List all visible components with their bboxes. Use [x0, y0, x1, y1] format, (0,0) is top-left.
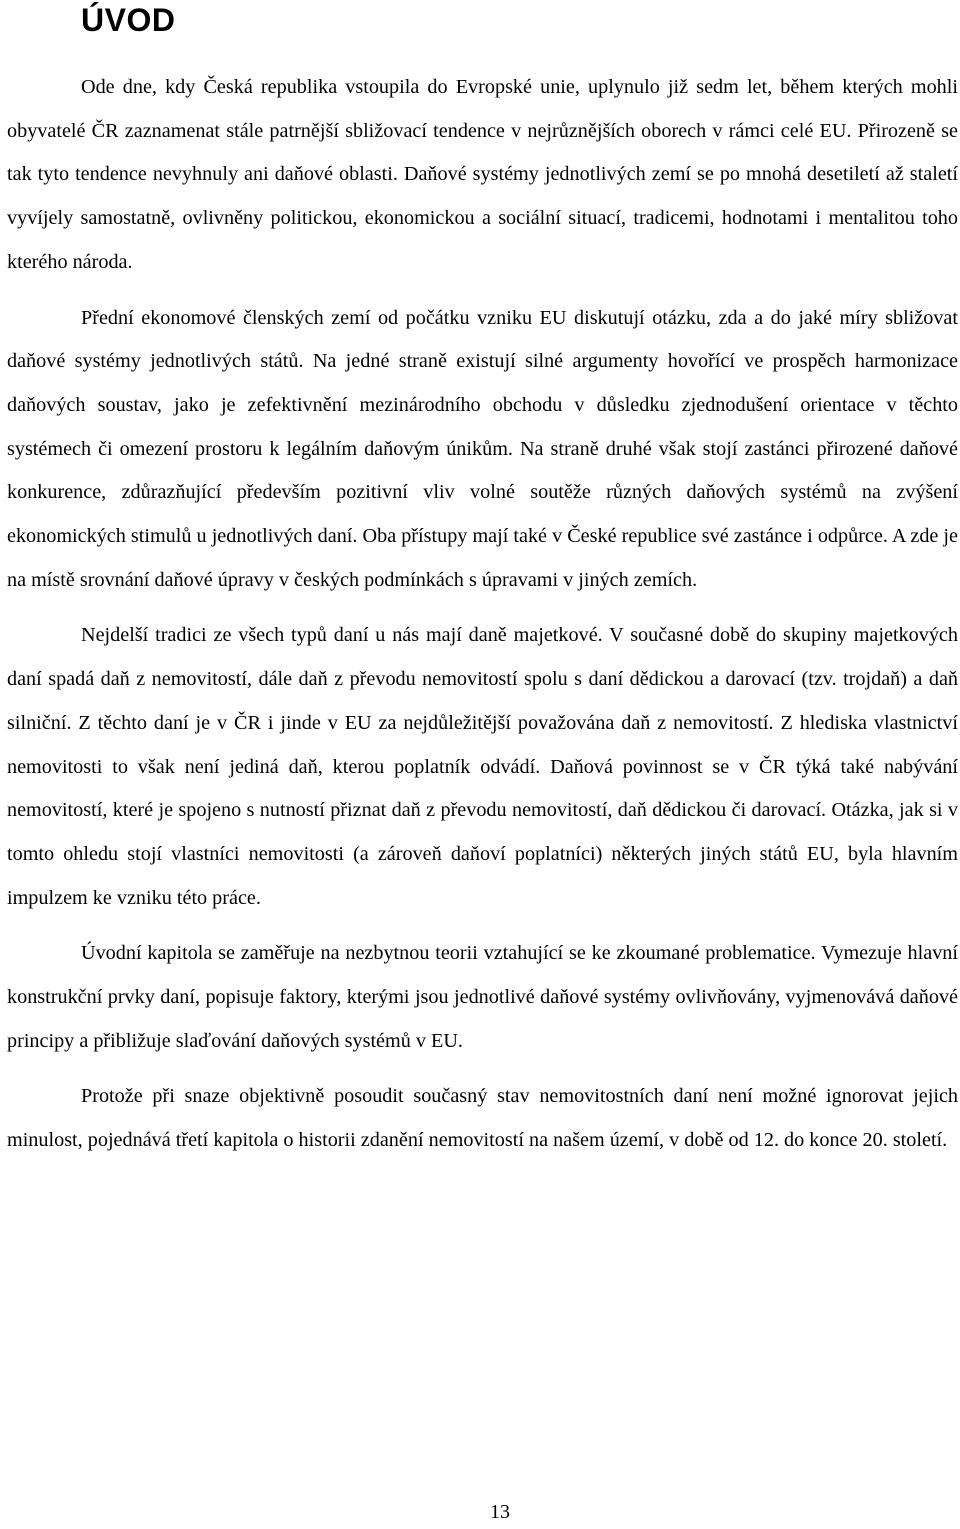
paragraph-intro: Ode dne, kdy Česká republika vstoupila do Evropské unie, uplynulo již sedm let, během kterých mohli obyvatelé ČR zaznamenat stále patrnější sbližovací tendence v nejrůznějších oborech v rámci celé EU. Přirozeně se tak tyto tendence nevyhnuly ani daňové oblasti. Daňové systémy jednotlivých zemí se po mnohá desetiletí až staletí vyvíjely samostatně, ovlivněny politickou, ekonomickou a sociální situací, tradicemi, hodnotami i mentalitou toho kterého národa. — [7, 76, 958, 273]
page-number: 13 — [490, 1501, 510, 1523]
paragraph-chapter-overview: Úvodní kapitola se zaměřuje na nezbytnou teorii vztahující se ke zkoumané problematice. Vymezuje hlavní konstrukční prvky daní, popisuje faktory, kterými jsou jednotlivé daňové systémy ovlivňovány, vyjmenovává daňové principy a přibližuje slaďování daňových systémů v EU. — [7, 942, 958, 1052]
paragraph-history-chapter: Protože při snaze objektivně posoudit současný stav nemovitostních daní není možné ignorovat jejich minulost, pojednává třetí kapitola o historii zdanění nemovitostí na našem území, v době od 12. do konce 20. století. — [7, 1085, 958, 1152]
paragraph-harmonization: Přední ekonomové členských zemí od počátku vzniku EU diskutují otázku, zda a do jaké míry sbližovat daňové systémy jednotlivých států. Na jedné straně existují silné argumenty hovořící ve prospěch harmonizace daňových soustav, jako je zefektivnění mezinárodního obchodu v důsledku zjednodušení orientace v těchto systémech či omezení prostoru k legálním daňovým únikům. Na straně druhé však stojí zastánci přirozené daňové konkurence, zdůrazňující především pozitivní vliv volné soutěže různých daňových systémů na zvýšení ekonomických stimulů u jednotlivých daní. Oba přístupy mají také v České republice své zastánce i odpůrce. A zde je na místě srovnání daňové úpravy v českých podmínkách s úpravami v jiných zemích. — [7, 306, 958, 591]
document-page — [7, 0, 958, 1163]
chapter-heading: ÚVOD — [81, 2, 176, 38]
paragraph-property-taxes: Nejdelší tradici ze všech typů daní u nás mají daně majetkové. V současné době do skupiny majetkových daní spadá daň z nemovitostí, dále daň z převodu nemovitostí spolu s daní dědickou a darovací (tzv. trojdaň) a daň silniční. Z těchto daní je v ČR i jinde v EU za nejdůležitější považována daň z nemovitostí. Z hlediska vlastnictví nemovitosti to však není jediná daň, kterou poplatník odvádí. Daňová povinnost se v ČR týká také nabývání nemovitostí, které je spojeno s nutností přiznat daň z převodu nemovitostí, daň dědickou či darovací. Otázka, jak si v tomto ohledu stojí vlastníci nemovitosti (a zároveň daňoví poplatníci) některých jiných států EU, byla hlavním impulzem ke vzniku této práce. — [7, 624, 958, 909]
